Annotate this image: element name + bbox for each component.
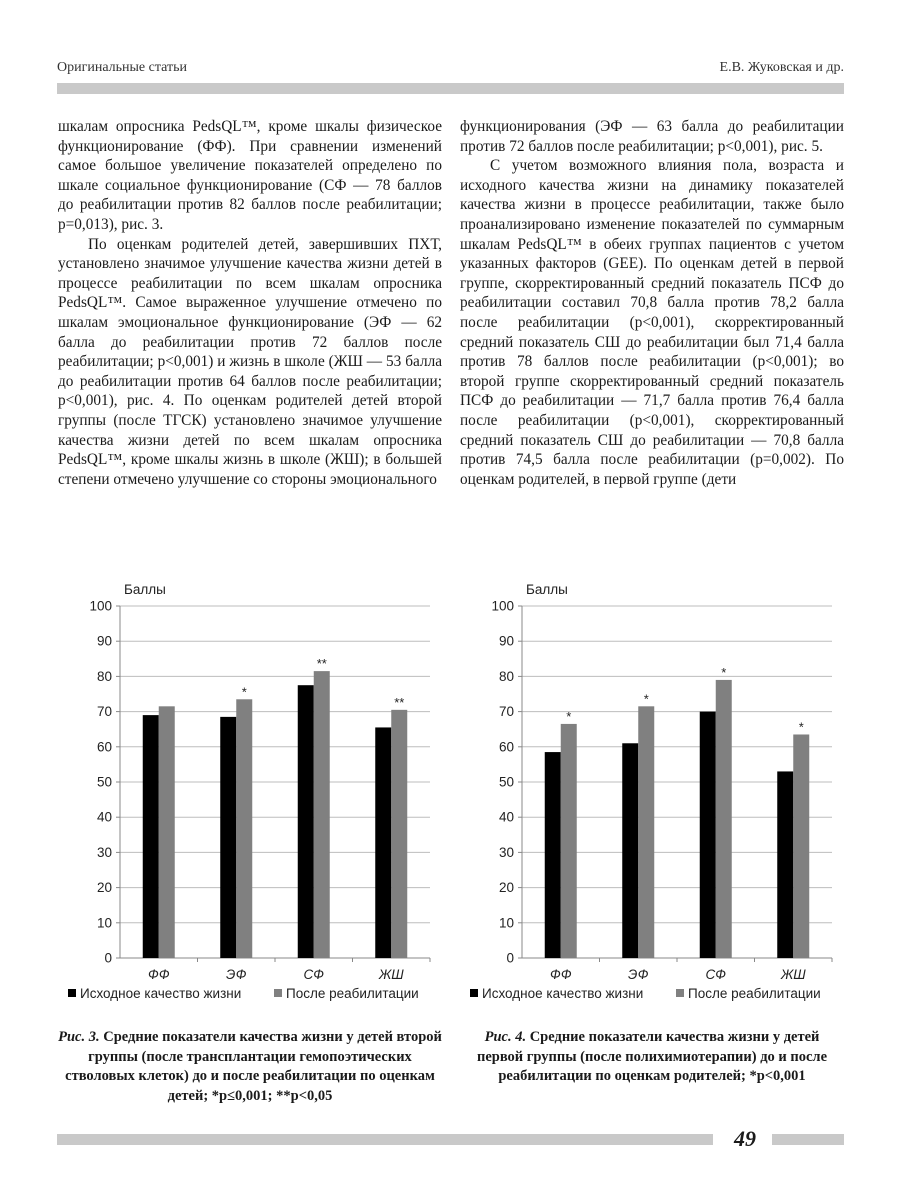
- authors: Е.В. Жуковская и др.: [719, 60, 844, 75]
- legend-swatch: [676, 989, 684, 997]
- page-number: 49: [734, 1126, 756, 1151]
- text-column-right: [460, 117, 844, 489]
- bar: [143, 715, 159, 958]
- y-tick-label: 60: [498, 739, 514, 755]
- y-tick-label: 50: [96, 774, 112, 790]
- significance-marker: *: [798, 719, 804, 735]
- figure-4-chart: [460, 582, 844, 1012]
- bar: [793, 734, 809, 958]
- bar: [220, 717, 236, 958]
- y-tick-label: 50: [498, 774, 514, 790]
- running-header: [57, 60, 844, 82]
- paragraph: С учетом возможного влияния пола, возраста и исходного качества жизни на динамику показателей качества жизни в процессе реабилитации, также было проанализировано изменение показателей по суммарным шкалам PedsQL™ в обеих группах пациентов с учетом указанных факторов (GEE). По оценкам детей в первой группе, скорректированный средний показатель ПСФ до реабилитации составил 70,8 балла против 78,2 балла после реабилитации (p<0,001), скорректированный средний показатель СШ до реабилитации был 71,4 балла против 78 баллов после реабилитации (p<0,001); во второй группе скорректированный средний показатель ПСФ до реабилитации — 71,7 балла против 76,4 балла после реабилитации (p<0,001), скорректированный средний показатель СШ до реабилитации — 70,8 балла против 74,5 балла после реабилитации (p=0,002). По оценкам родителей, в первой группе (дети: [460, 157, 844, 488]
- bar: [622, 743, 638, 958]
- bar: [314, 671, 330, 958]
- paragraph: функционирования (ЭФ — 63 балла до реабилитации против 72 баллов после реабилитации; p<0,001), рис. 5.: [460, 118, 844, 155]
- bar: [545, 752, 561, 958]
- bar: [561, 724, 577, 958]
- x-tick-label: СФ: [705, 967, 726, 982]
- y-tick-label: 100: [89, 598, 112, 614]
- bar: [159, 706, 175, 958]
- figure-4-caption: [460, 1028, 844, 1087]
- bar: [700, 712, 716, 958]
- x-tick-label: ФФ: [147, 967, 170, 982]
- legend-swatch: [274, 989, 282, 997]
- figure-caption-text: Средние показатели качества жизни у детей первой группы (после полихимиотерапии) до и после реабилитации по оценкам родителей; *p<0,001: [476, 1029, 828, 1084]
- x-tick-label: ФФ: [549, 967, 572, 982]
- bar-chart-svg: [58, 582, 442, 1012]
- y-tick-label: 40: [498, 809, 514, 825]
- y-tick-label: 10: [96, 915, 112, 931]
- x-tick-label: ЖШ: [780, 967, 806, 982]
- y-tick-label: 20: [96, 880, 112, 896]
- bar: [638, 706, 654, 958]
- significance-marker: *: [721, 664, 727, 680]
- legend-label: Исходное качество жизни: [80, 986, 242, 1001]
- x-tick-label: ЭФ: [628, 967, 649, 982]
- x-tick-label: ЭФ: [226, 967, 247, 982]
- figure-3-chart: [58, 582, 442, 1012]
- bar: [391, 710, 407, 958]
- footer-divider: [57, 1134, 713, 1145]
- y-tick-label: 80: [96, 668, 112, 684]
- y-tick-label: 0: [104, 950, 112, 966]
- y-tick-label: 70: [96, 704, 112, 720]
- x-tick-label: СФ: [303, 967, 324, 982]
- significance-marker: **: [394, 694, 405, 710]
- bar: [375, 727, 391, 958]
- figure-3-caption: [58, 1028, 442, 1106]
- legend-label: Исходное качество жизни: [482, 986, 644, 1001]
- y-tick-label: 90: [96, 633, 112, 649]
- bar-chart-svg: [460, 582, 844, 1012]
- figure-label: Рис. 4.: [484, 1029, 527, 1045]
- y-tick-label: 20: [498, 880, 514, 896]
- figure-label: Рис. 3.: [58, 1029, 100, 1045]
- x-tick-label: ЖШ: [378, 967, 404, 982]
- y-tick-label: 80: [498, 668, 514, 684]
- bar: [716, 680, 732, 958]
- legend-swatch: [68, 989, 76, 997]
- y-tick-label: 0: [506, 950, 514, 966]
- significance-marker: **: [316, 656, 327, 672]
- y-tick-label: 10: [498, 915, 514, 931]
- significance-marker: *: [643, 691, 649, 707]
- bar: [298, 685, 314, 958]
- y-tick-label: 70: [498, 704, 514, 720]
- bar: [777, 771, 793, 958]
- paragraph: По оценкам родителей детей, завершивших ПХТ, установлено значимое улучшение качества жизни детей в процессе реабилитации по всем шкалам опросника PedsQL™. Самое выраженное улучшение отмечено по шкалам эмоциональное функционирование (ЭФ — 62 балла до реабилитации против 72 баллов после реабилитации; p<0,001) и жизнь в школе (ЖШ — 53 балла до реабилитации против 64 баллов после реабилитации; p<0,001), рис. 4. По оценкам родителей детей второй группы (после ТГСК) установлено значимое улучшение качества жизни детей по всем шкалам опросника PedsQL™, кроме шкалы жизнь в школе (ЖШ); в большей степени отмечено улучшение со стороны эмоционального: [58, 235, 442, 488]
- y-axis-label: Баллы: [124, 582, 166, 597]
- y-tick-label: 40: [96, 809, 112, 825]
- y-axis-label: Баллы: [526, 582, 568, 597]
- y-tick-label: 60: [96, 739, 112, 755]
- legend-label: После реабилитации: [286, 986, 419, 1001]
- legend-label: После реабилитации: [688, 986, 821, 1001]
- header-divider: [57, 83, 844, 94]
- footer-divider: [772, 1134, 844, 1145]
- y-tick-label: 30: [96, 844, 112, 860]
- legend-swatch: [470, 989, 478, 997]
- y-tick-label: 100: [491, 598, 514, 614]
- y-tick-label: 90: [498, 633, 514, 649]
- bar: [236, 699, 252, 958]
- section-title: Оригинальные статьи: [57, 60, 187, 75]
- text-column-left: [58, 117, 442, 489]
- paragraph: шкалам опросника PedsQL™, кроме шкалы физическое функционирование (ФФ). При сравнении изменений самое большое увеличение показателей определено по шкале социальное функционирование (СФ — 78 баллов до реабилитации против 82 баллов после реабилитации; p=0,013), рис. 3.: [58, 118, 442, 233]
- figure-caption-text: Средние показатели качества жизни у детей второй группы (после трансплантации гемопоэтических стволовых клеток) до и после реабилитации по оценкам детей; *p≤0,001; **p<0,05: [65, 1029, 442, 1104]
- significance-marker: *: [566, 708, 572, 724]
- y-tick-label: 30: [498, 844, 514, 860]
- significance-marker: *: [241, 684, 247, 700]
